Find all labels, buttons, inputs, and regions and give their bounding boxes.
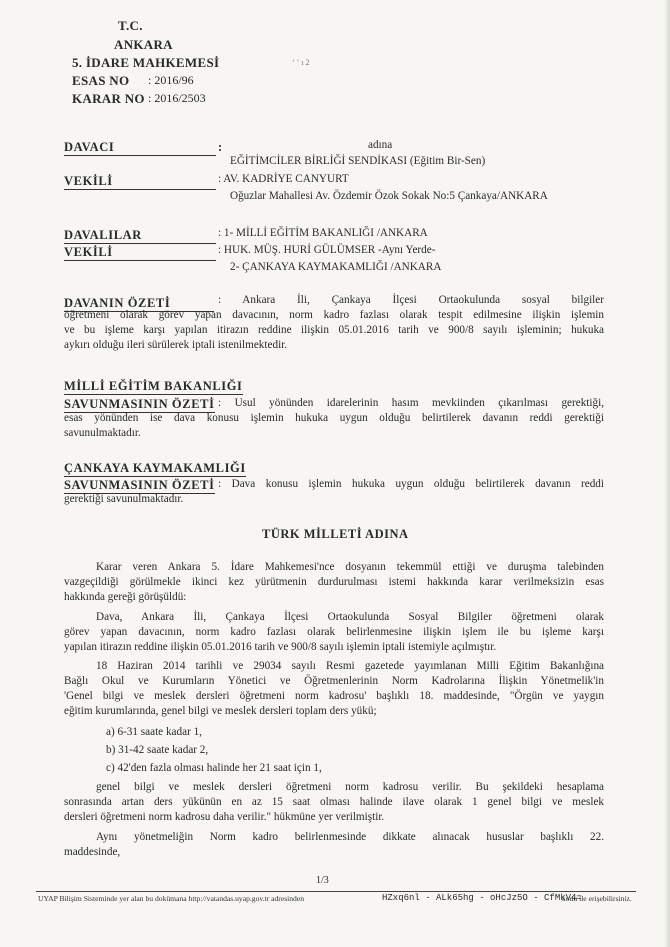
list-item: b) 31-42 saate kadar 2, xyxy=(106,744,209,756)
ozet-label: DAVANIN ÖZETİ xyxy=(64,296,214,312)
kaymakamlik-savunma-last: gerektiği savunulmaktadır. xyxy=(64,493,184,505)
davaci-colon: : xyxy=(218,140,223,154)
ozet-line: ve bu işleme karşı yapılan itirazın reddine ilişkin 05.01.2016 tarih ve 900/8 sayılı işleminin; hukuka xyxy=(64,324,604,336)
city-heading: ANKARA xyxy=(114,37,173,52)
ozet-last-line: aykırı olduğu ileri sürülerek iptali istenilmektedir. xyxy=(64,339,288,351)
body-line: Karar veren Ankara 5. İdare Mahkemesi'nce dosyanın tekemmül ettiği ve duruşma talebinden xyxy=(96,561,604,573)
footer-divider xyxy=(36,891,636,892)
body-line: maddesinde, xyxy=(64,846,121,858)
davaci-adina: adına xyxy=(368,139,393,151)
vekili2-name: : HUK. MÜŞ. HURİ GÜLÜMSER -Aynı Yerde- xyxy=(218,244,436,256)
body-line: 18 Haziran 2014 tarihli ve 29034 sayılı Resmi gazetede yayımlanan Milli Eğitim Bakanlığına xyxy=(96,660,604,672)
court-heading: 5. İDARE MAHKEMESİ xyxy=(72,55,220,70)
davalilar-label: DAVALILAR xyxy=(64,228,216,244)
body-line: 'Genel bilgi ve meslek dersleri öğretmeni norm kadrosu' başlıklı 18. maddesinde, "Örgün ve yaygın xyxy=(64,690,604,702)
kaymakamlik-savunma-first: : Dava konusu işlemin hukuka uygun olduğu belirtilerek davanın reddi xyxy=(218,478,604,490)
meb-savunma-first: : Usul yönünden idarelerinin hasım mevkiinden çıkarılması gerektiği, xyxy=(218,397,604,409)
esas-value: : 2016/96 xyxy=(148,73,194,87)
turk-milleti-adina-heading: TÜRK MİLLETİ ADINA xyxy=(262,527,409,541)
country-heading: T.C. xyxy=(118,18,143,33)
davali-1: : 1- MİLLİ EĞİTİM BAKANLIĞI /ANKARA xyxy=(218,227,428,239)
body-line: Dava, Ankara İli, Çankaya İlçesi Ortaokulunda Sosyal Bilgiler öğretmeni olarak xyxy=(96,611,604,623)
body-line: vazgeçildiği görülmekle ikinci kez yürütmenin durdurulması istemi hakkında karar verilmeksizin esas xyxy=(64,576,604,588)
body-line: eğitim kurumlarında, genel bilgi ve meslek dersleri toplam ders yükü; xyxy=(64,705,377,717)
body-line: sonrasında artan ders yükünün en az 15 saat olması halinde ilave olarak 1 genel bilgi ve meslek xyxy=(64,796,604,808)
stamp-mark: ʻ ʼ ı 2 xyxy=(292,58,310,67)
footer-access-text: kodu ile erişebilirsiniz. xyxy=(562,894,632,903)
meb-savunma-line: esas yönünden ise dava konusu işlemin hukuka uygun olduğu belirtilerek davanın reddi gerektiği xyxy=(64,412,604,424)
body-line: Bağlı Okul ve Kurumların Yönetici ve Öğretmenlerinin Norm Kadrolarına İlişkin Yönetmelik'in xyxy=(64,675,604,687)
davaci-label: DAVACI xyxy=(64,140,216,156)
esas-label: ESAS NO xyxy=(72,73,130,88)
kaymakamlik-title: ÇANKAYA KAYMAKAMLIĞI xyxy=(64,461,246,475)
karar-label: KARAR NO xyxy=(72,91,145,106)
karar-value: : 2016/2503 xyxy=(148,91,206,105)
ozet-line: öğretmeni olarak görev yapan davacının, norm kadro fazlası olarak tespit edilmesine ilişkin işlemin xyxy=(64,309,604,321)
body-line: görev yapan davacının, norm kadro fazlası olarak belirlenmesine ilişkin işlem ile bu işleme karşı xyxy=(64,626,604,638)
meb-title: MİLLİ EĞİTİM BAKANLIĞI xyxy=(64,379,243,393)
body-line: genel bilgi ve meslek dersleri öğretmeni norm kadrosu verilir. Bu şekildeki hesaplama xyxy=(96,781,604,793)
footer-verification-code: HZxq6nl - ALk65hg - oHcJz5O - CfMkV4= xyxy=(382,893,582,903)
davaci-name: EĞİTİMCİLER BİRLİĞİ SENDİKASI (Eğitim Bir-Sen) xyxy=(230,155,486,167)
ozet-first-line: : Ankara İli, Çankaya İlçesi Ortaokulunda sosyal bilgiler xyxy=(218,294,604,306)
body-line: dersleri öğretmeni norm kadrosu daha verilir." hükmüne yer verilmiştir. xyxy=(64,811,385,823)
scan-edge-shadow xyxy=(664,0,670,947)
vekili2-label: VEKİLİ xyxy=(64,245,216,261)
davali-2: 2- ÇANKAYA KAYMAKAMLIĞI /ANKARA xyxy=(230,261,442,273)
vekili-label: VEKİLİ xyxy=(64,174,216,190)
list-item: c) 42'den fazla olması halinde her 21 saat için 1, xyxy=(106,762,322,774)
kaymakamlik-savunma-label: SAVUNMASININ ÖZETİ xyxy=(64,478,215,492)
page-number: 1/3 xyxy=(316,875,329,886)
vekili-address: Oğuzlar Mahallesi Av. Özdemir Özok Sokak No:5 Çankaya/ANKARA xyxy=(230,190,548,202)
meb-savunma-last: savunulmaktadır. xyxy=(64,427,141,439)
body-line: yapılan itirazın reddine ilişkin 05.01.2016 tarih ve 900/8 sayılı işlemin iptali istemiyle açılmıştır. xyxy=(64,641,497,653)
vekili-name: : AV. KADRİYE CANYURT xyxy=(218,173,349,185)
body-line: Aynı yönetmeliğin Norm kadro belirlenmesinde dikkate alınacak hususlar başlıklı 22. xyxy=(96,831,604,843)
footer-uyap-text: UYAP Bilişim Sisteminde yer alan bu dokümana http://vatandas.uyap.gov.tr adresinden xyxy=(38,894,305,903)
list-item: a) 6-31 saate kadar 1, xyxy=(106,726,202,738)
body-line: hakkında gereği görüşüldü: xyxy=(64,591,187,603)
meb-savunma-label: SAVUNMASININ ÖZETİ xyxy=(64,397,215,411)
